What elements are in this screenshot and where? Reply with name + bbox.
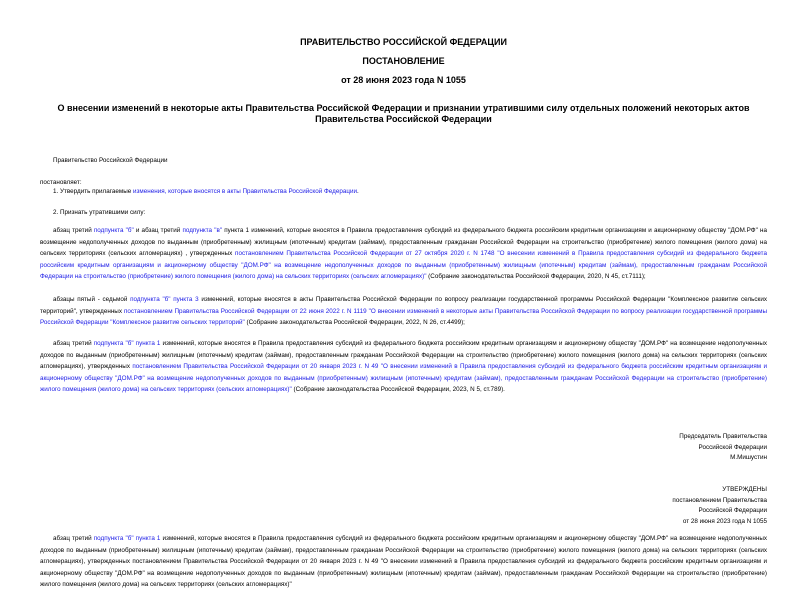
- p1-text-b: и абзац третий: [133, 227, 183, 234]
- approval-line-2: постановлением Правительства: [672, 496, 767, 504]
- p3-link-subitem[interactable]: подпункта "б" пункта 1: [93, 340, 161, 347]
- approval-heading: УТВЕРЖДЕНЫ: [722, 486, 767, 493]
- p1-text-d: (Собрание законодательства Российской Федерации, 2020, N 45, ст.7111);: [426, 273, 646, 281]
- p2-text-a: абзацы пятый - седьмой: [53, 296, 131, 303]
- document-type: ПОСТАНОВЛЕНИЕ: [362, 56, 445, 66]
- p2-text-c: (Собрание законодательства Российской Федерации, 2022, N 26, ст.4499);: [244, 319, 465, 327]
- signature-position: Председатель Правительства: [679, 433, 767, 440]
- p2-link-resolution-1119[interactable]: постановлением Правительства Российской Федерации от 22 июня 2022 г. N 1119 "О внесении изменений в некоторые акты Правительства Российской Федерации по вопросу реализации государственной программы Российской Федерации "Комплексное развитие сельских территорий": [40, 307, 767, 327]
- item-1-suffix: .: [356, 188, 359, 195]
- item-1-prefix: 1. Утвердить прилагаемые: [53, 188, 133, 195]
- item-2: 2. Признать утратившими силу:: [53, 209, 146, 216]
- paragraph-3: [40, 338, 767, 396]
- signature-block: [567, 432, 767, 464]
- preamble: Правительство Российской Федерации: [53, 157, 168, 164]
- document-date-number: от 28 июня 2023 года N 1055: [341, 75, 466, 85]
- p1-text-a: абзац третий: [53, 227, 94, 234]
- decides-line: постановляет:: [40, 179, 82, 186]
- item-1: [53, 186, 753, 198]
- p1-link-subitem-v[interactable]: подпункта "в": [182, 227, 223, 234]
- approval-block: [567, 485, 767, 527]
- p2-text-b: изменений, которые вносятся в акты Правительства Российской Федерации по вопросу реализации государственной программы Российской Федерации "Комплексное развитие сельских территорий", утвержденных: [40, 296, 767, 315]
- signature-name: М.Мишустин: [730, 454, 767, 461]
- p1-text-c: пункта 1 изменений, которые вносятся в Правила предоставления субсидий из федерального бюджета российским кредитным организациям и акционерному обществу "ДОМ.РФ" на возмещение недополученных доходов по выданным (приобретенным) жилищным (ипотечным) кредитам (займам), предоставленным гражданам Российской Федерации на строительство (приобретение) жилого помещения (жилого дома) на сельских территориях (сельских агломерациях) , утвержденных: [40, 227, 767, 258]
- amendments-link[interactable]: изменения, которые вносятся в акты Правительства Российской Федерации: [133, 188, 357, 195]
- paragraph-1: [40, 225, 767, 283]
- appendix-link-subitem[interactable]: подпункта "б" пункта 1: [93, 535, 161, 542]
- p3-text-b: изменений, которые вносятся в Правила предоставления субсидий из федерального бюджета российским кредитным организациям и акционерному обществу "ДОМ.РФ" на возмещение недополученных доходов по выданным (приобретенным) жилищным (ипотечным) кредитам (займам), предоставленным гражданам Российской Федерации на строительство (приобретение) жилого помещения (жилого дома) на сельских территориях (сельских агломерациях), утвержденных: [40, 340, 767, 371]
- appendix-text-b: изменений, которые вносятся в Правила предоставления субсидий из федерального бюджета российским кредитным организациям и акционерному обществу "ДОМ.РФ" на возмещение недополученных доходов по выданным (приобретенным) жилищным (ипотечным) кредитам (займам), предоставленным гражданам Российской Федерации на строительство (приобретение) жилого помещения (жилого дома) на сельских территориях (сельских агломерациях), утвержденных постановлением Правительства Российской Федерации от 20 января 2023 г. N 49 "О внесении изменений в Правила предоставления субсидий из федерального бюджета российским кредитным организациям и акционерному обществу "ДОМ.РФ" на возмещение недополученных доходов по выданным (приобретенным) жилищным (ипотечным) кредитам (займам), предоставленным гражданам Российской Федерации на строительство (приобретение) жилого помещения (жилого дома) на сельских территориях (сельских агломерациях)": [40, 535, 767, 589]
- document-title: О внесении изменений в некоторые акты Правительства Российской Федерации и признании утратившими силу отдельных положений некоторых актов Правительства Российской Федерации: [57, 103, 750, 124]
- appendix-text-a: абзац третий: [53, 535, 94, 542]
- p2-link-subitem[interactable]: подпункта "б" пункта 3: [130, 296, 199, 303]
- signature-country: Российской Федерации: [698, 443, 767, 451]
- p1-link-resolution-1748[interactable]: постановлением Правительства Российской Федерации от 27 октября 2020 г. N 1748 "О внесении изменений в Правила предоставления субсидий из федерального бюджета российским кредитным организациям и акционерному обществу "ДОМ.РФ" на возмещение недополученных доходов по выданным (приобретенным) жилищным (ипотечным) кредитам (займам), предоставленным гражданам Российской Федерации на строительство (приобретение) жилого помещения (жилого дома) на сельских территориях (сельских агломерациях)": [40, 250, 768, 281]
- paragraph-2: [40, 294, 767, 329]
- approval-line-3: Российской Федерации: [698, 507, 767, 514]
- p3-text-c: (Собрание законодательства Российской Федерации, 2023, N 5, ст.789).: [291, 386, 505, 394]
- appendix-paragraph: [40, 533, 767, 589]
- p3-link-resolution-49[interactable]: постановлением Правительства Российской Федерации от 20 января 2023 г. N 49 "О внесении изменений в Правила предоставления субсидий из федерального бюджета российским кредитным организациям и акционерному обществу "ДОМ.РФ" на возмещение недополученных доходов по выданным (приобретенным) жилищным (ипотечным) кредитам (займам), предоставленным гражданам Российской Федерации на строительство (приобретение) жилого помещения (жилого дома) на сельских территориях (сельских агломерациях)": [40, 363, 767, 394]
- authority-heading: ПРАВИТЕЛЬСТВО РОССИЙСКОЙ ФЕДЕРАЦИИ: [300, 37, 507, 47]
- p1-link-subitem-b[interactable]: подпункта "б": [93, 227, 134, 234]
- p3-text-a: абзац третий: [53, 340, 94, 347]
- approval-date-number: от 28 июня 2023 года N 1055: [682, 517, 767, 525]
